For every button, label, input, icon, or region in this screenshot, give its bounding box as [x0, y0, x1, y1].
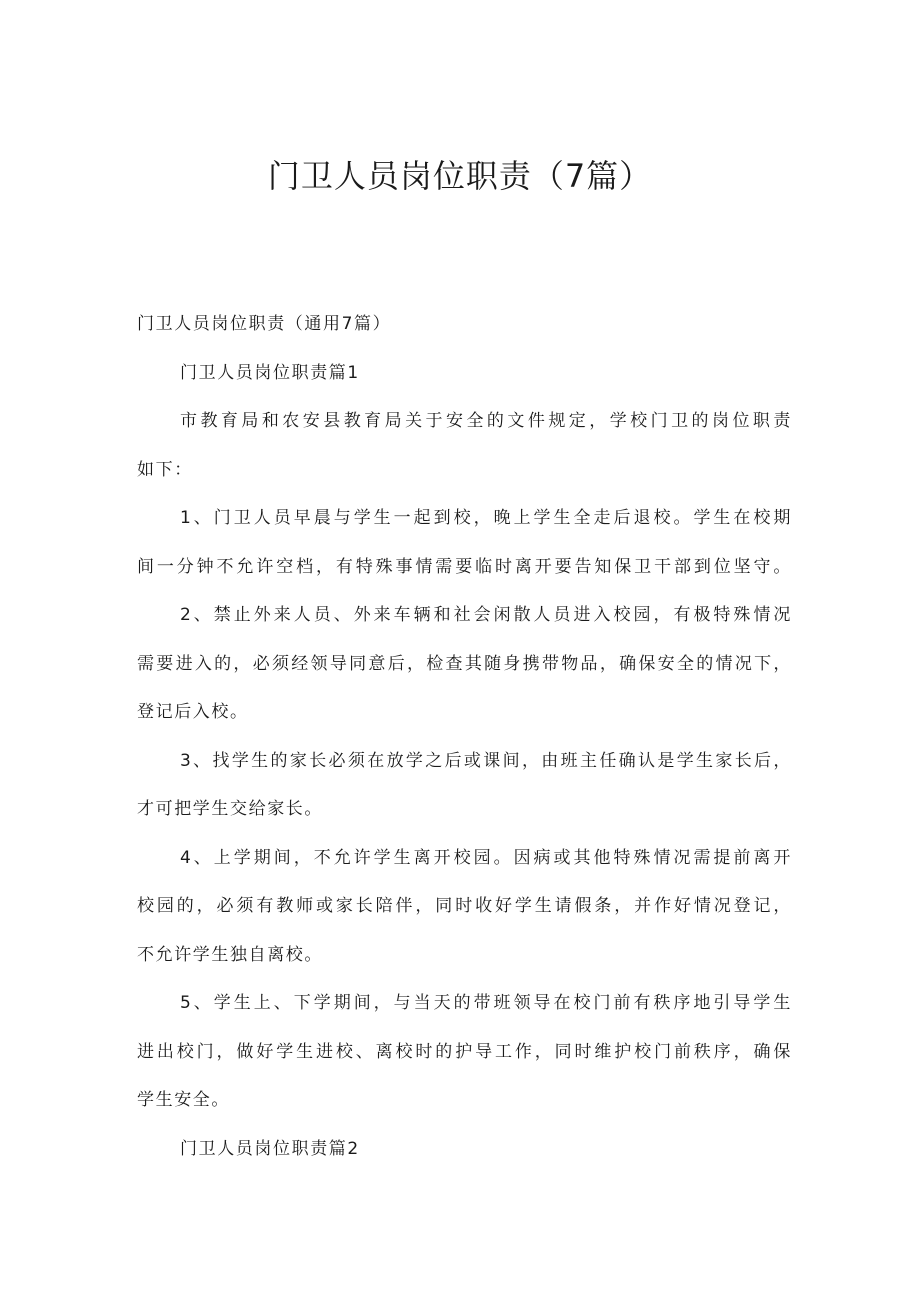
paragraph-line: 需要进入的，必须经领导同意后，检查其随身携带物品，确保安全的情况下， [137, 653, 792, 674]
paragraph-line: 市教育局和农安县教育局关于安全的文件规定，学校门卫的岗位职责 [180, 411, 792, 431]
document-title: 门卫人员岗位职责（7篇） [267, 157, 653, 195]
document-body [137, 300, 792, 1173]
paragraph-line: 校园的，必须有教师或家长陪伴，同时收好学生请假条，并作好情况登记， [137, 896, 792, 916]
paragraph-line: 2、禁止外来人员、外来车辆和社会闲散人员进入校园，有极特殊情况 [180, 605, 792, 625]
paragraph-line: 4、上学期间，不允许学生离开校园。因病或其他特殊情况需提前离开 [180, 847, 792, 868]
section-heading-1: 门卫人员岗位职责篇1 [180, 362, 360, 383]
paragraph-line: 登记后入校。 [137, 702, 249, 722]
paragraph-line: 3、找学生的家长必须在放学之后或课间，由班主任确认是学生家长后， [180, 750, 792, 771]
paragraph-line: 才可把学生交给家长。 [137, 799, 323, 819]
paragraph-line: 间一分钟不允许空档，有特殊事情需要临时离开要告知保卫干部到位坚守。 [137, 556, 792, 577]
paragraph-line: 不允许学生独自离校。 [137, 944, 323, 965]
paragraph-line: 1、门卫人员早晨与学生一起到校，晚上学生全走后退校。学生在校期 [180, 508, 792, 528]
paragraph-line: 进出校门，做好学生进校、离校时的护导工作，同时维护校门前秩序，确保 [137, 1041, 792, 1062]
paragraph-line: 5、学生上、下学期间，与当天的带班领导在校门前有秩序地引导学生 [180, 993, 792, 1013]
paragraph-line: 如下： [137, 459, 193, 480]
subtitle-line: 门卫人员岗位职责（通用7篇） [137, 314, 392, 334]
paragraph-line: 学生安全。 [137, 1090, 230, 1110]
section-heading-2: 门卫人员岗位职责篇2 [180, 1138, 360, 1159]
